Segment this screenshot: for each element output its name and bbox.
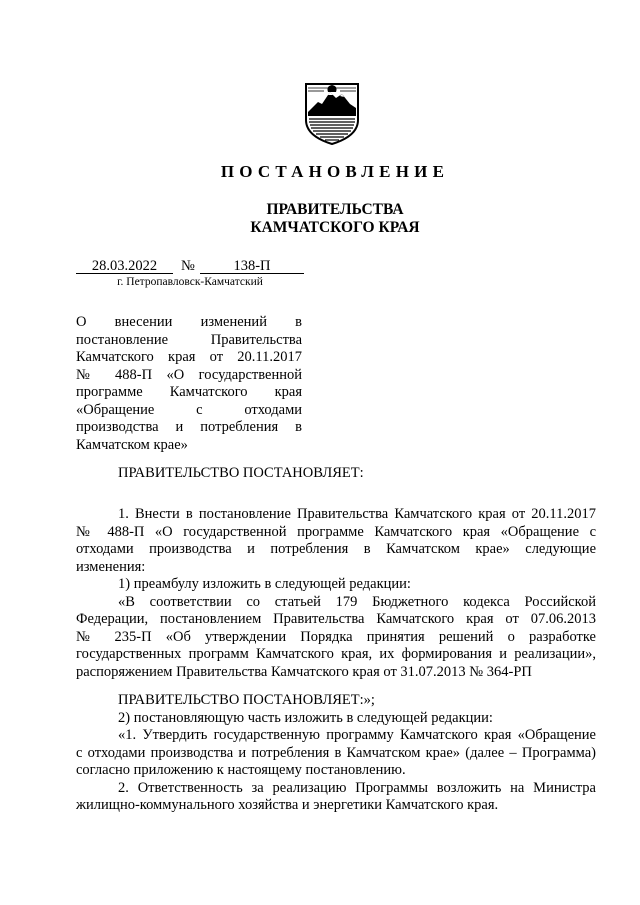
subject-line: постановление Правительства xyxy=(76,331,302,348)
document-number: 138-П xyxy=(233,258,271,274)
subject-line: «Обращение с отходами xyxy=(76,401,302,418)
paragraph-line: изменения: xyxy=(76,558,146,575)
subject-line: производства и потребления в xyxy=(76,419,302,435)
paragraph-line: 2. Ответственность за реализацию Программы возложить на Министра xyxy=(118,779,596,796)
subject-line: О внесении изменений в xyxy=(76,314,302,330)
document-city: г. Петропавловск-Камчатский xyxy=(117,276,263,288)
paragraph-line: Федерации, постановлением Правительства Камчатского края от 07.06.2013 xyxy=(76,611,596,627)
paragraph-line: жилищно-коммунального хозяйства и энергетики Камчатского края. xyxy=(76,797,499,813)
decree-quote: ПРАВИТЕЛЬСТВО ПОСТАНОВЛЯЕТ:»; xyxy=(118,692,375,708)
decree-heading xyxy=(76,465,596,483)
paragraph-line: № 235-П «Об утверждении Порядка принятия решений о разработке xyxy=(76,628,596,645)
paragraph-line: 1. Внести в постановление Правительства Камчатского края от 20.11.2017 xyxy=(118,506,596,522)
document-title: ПОСТАНОВЛЕНИЕ xyxy=(220,162,450,181)
date-underline xyxy=(76,273,173,274)
subject-line: № 488-П «О государственной xyxy=(76,366,302,383)
paragraph-line: распоряжением Правительства Камчатского края от 31.07.2013 № 364-РП xyxy=(76,663,532,680)
paragraph-line: согласно приложению к настоящему постановлению. xyxy=(76,762,406,778)
paragraph-line: «В соответствии со статьей 179 Бюджетного кодекса Российской xyxy=(118,593,596,610)
paragraph-line: с отходами производства и потребления в Камчатском крае» (далее – Программа) xyxy=(76,744,596,761)
number-underline xyxy=(200,273,304,274)
subject-line: Камчатского края от 20.11.2017 xyxy=(76,349,302,365)
kamchatka-emblem-icon xyxy=(302,82,362,146)
paragraph-block-2 xyxy=(76,692,596,815)
decree-text: ПРАВИТЕЛЬСТВО ПОСТАНОВЛЯЕТ: xyxy=(118,465,364,481)
issuer-line-1: ПРАВИТЕЛЬСТВА xyxy=(266,201,404,218)
paragraph-line: «1. Утвердить государственную программу Камчатского края «Обращение xyxy=(118,727,596,743)
paragraph-block-1 xyxy=(76,506,596,681)
paragraph-line: отходами производства и потребления в Камчатском крае» следующие xyxy=(76,541,596,557)
issuer-line-2: КАМЧАТСКОГО КРАЯ xyxy=(250,219,420,236)
subject-line: программе Камчатского края xyxy=(76,384,302,400)
paragraph-line: государственных программ Камчатского края, их формирования и реализации», xyxy=(76,646,596,662)
paragraph-line: 2) постановляющую часть изложить в следующей редакции: xyxy=(118,709,493,726)
document-subject xyxy=(76,314,302,454)
number-sign: № xyxy=(181,258,195,274)
subject-line: Камчатском крае» xyxy=(76,436,188,453)
paragraph-line: 1) преамбулу изложить в следующей редакции: xyxy=(118,576,411,592)
paragraph-line: № 488-П «О государственной программе Камчатского края «Обращение с xyxy=(76,523,596,540)
document-date: 28.03.2022 xyxy=(91,258,158,274)
